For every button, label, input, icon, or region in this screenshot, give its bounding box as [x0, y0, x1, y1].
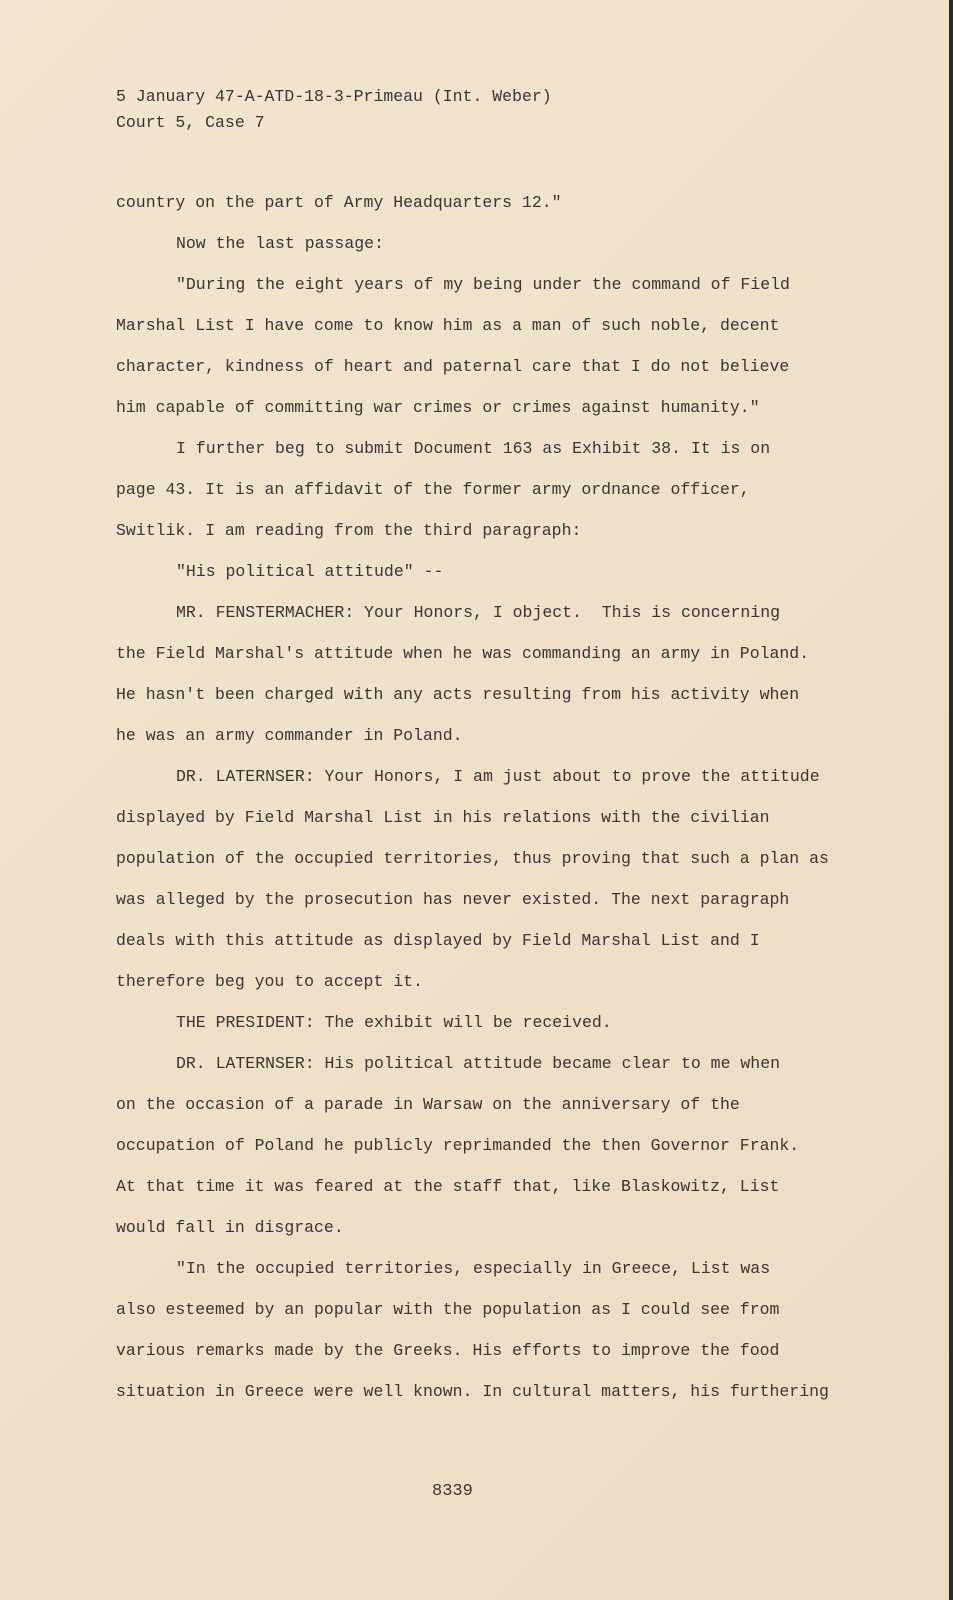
text-line: displayed by Field Marshal List in his relations with the civilian — [116, 808, 770, 827]
text-line: page 43. It is an affidavit of the former army ordnance officer, — [116, 480, 750, 499]
scan-edge — [949, 0, 953, 1600]
text-line: on the occasion of a parade in Warsaw on the anniversary of the — [116, 1095, 740, 1114]
text-line: DR. LATERNSER: Your Honors, I am just about to prove the attitude — [176, 767, 820, 786]
text-line: Switlik. I am reading from the third paragraph: — [116, 521, 582, 540]
document-header — [116, 84, 916, 136]
text-line: situation in Greece were well known. In cultural matters, his furthering — [116, 1382, 829, 1401]
header-line-1: 5 January 47-A-ATD-18-3-Primeau (Int. Weber) — [116, 87, 552, 106]
text-line: "During the eight years of my being under the command of Field — [176, 275, 790, 294]
text-line: "His political attitude" -- — [176, 562, 444, 581]
text-line: also esteemed by an popular with the population as I could see from — [116, 1300, 780, 1319]
text-line: occupation of Poland he publicly reprimanded the then Governor Frank. — [116, 1136, 800, 1155]
text-line: him capable of committing war crimes or crimes against humanity." — [116, 398, 760, 417]
text-line: MR. FENSTERMACHER: Your Honors, I object. This is concerning — [176, 603, 780, 622]
text-line: DR. LATERNSER: His political attitude became clear to me when — [176, 1054, 780, 1073]
text-line: "In the occupied territories, especially in Greece, List was — [176, 1259, 771, 1278]
text-line: would fall in disgrace. — [116, 1218, 344, 1237]
text-line: THE PRESIDENT: The exhibit will be received. — [176, 1013, 612, 1032]
text-line: deals with this attitude as displayed by Field Marshal List and I — [116, 931, 760, 950]
text-line: was alleged by the prosecution has never existed. The next paragraph — [116, 890, 790, 909]
text-line: the Field Marshal's attitude when he was commanding an army in Poland. — [116, 644, 810, 663]
header-line-2: Court 5, Case 7 — [116, 113, 265, 132]
text-line: various remarks made by the Greeks. His efforts to improve the food — [116, 1341, 780, 1360]
text-line: Marshal List I have come to know him as a man of such noble, decent — [116, 316, 780, 335]
page-number: 8339 — [432, 1482, 473, 1501]
text-line: character, kindness of heart and paternal care that I do not believe — [116, 357, 790, 376]
text-line: Now the last passage: — [176, 234, 384, 253]
text-line: I further beg to submit Document 163 as Exhibit 38. It is on — [176, 439, 771, 458]
text-line: He hasn't been charged with any acts resulting from his activity when — [116, 685, 800, 704]
text-line: country on the part of Army Headquarters 12." — [116, 193, 562, 212]
text-line: At that time it was feared at the staff that, like Blaskowitz, List — [116, 1177, 780, 1196]
text-line: population of the occupied territories, thus proving that such a plan as — [116, 849, 829, 868]
text-line: he was an army commander in Poland. — [116, 726, 463, 745]
transcript-body — [116, 182, 936, 1412]
text-line: therefore beg you to accept it. — [116, 972, 423, 991]
